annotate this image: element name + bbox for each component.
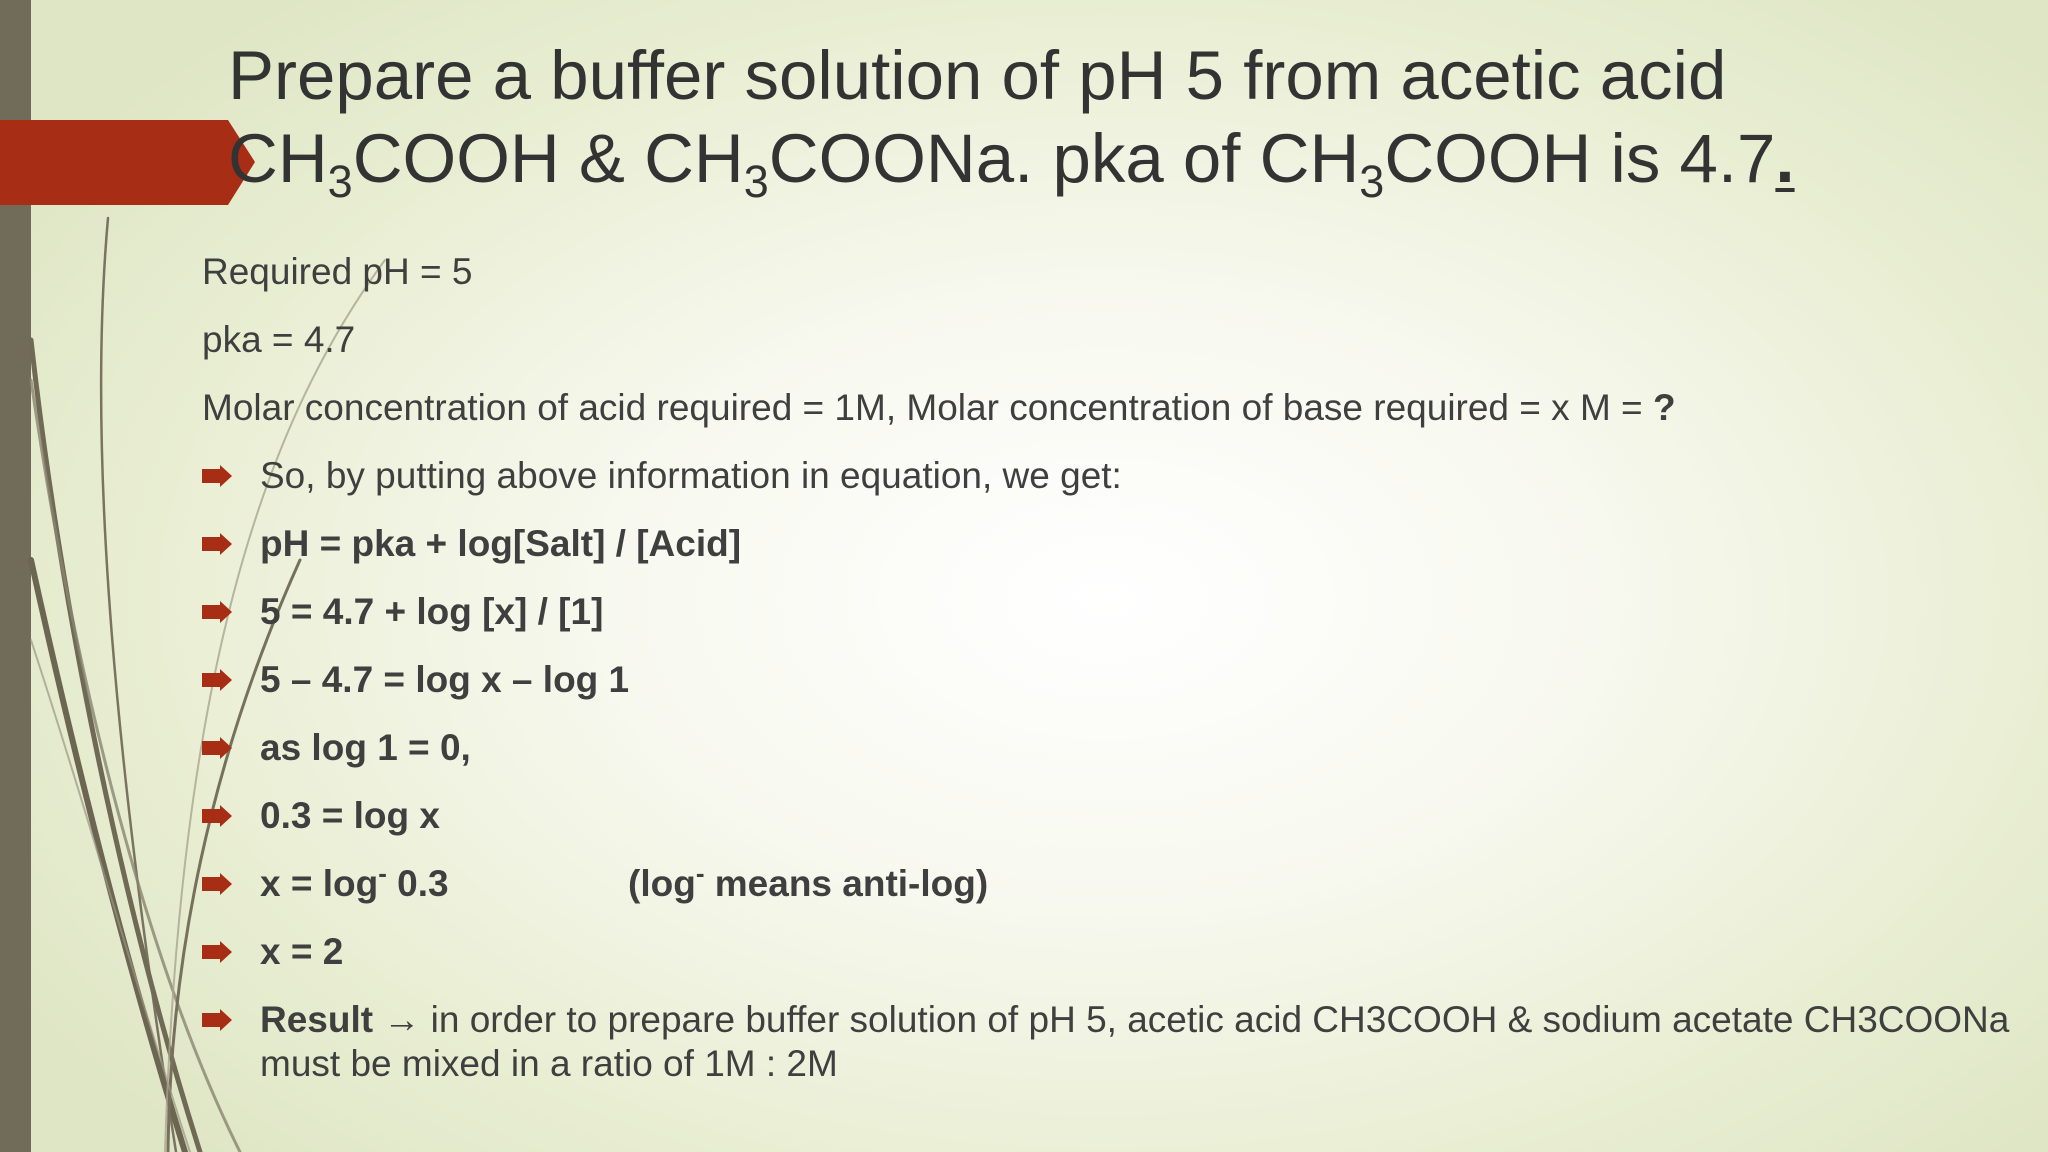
bullet-text: 0.3 = log x (260, 795, 440, 836)
result-label: Result (260, 999, 374, 1040)
bullet-text: x = log- 0.3 (260, 858, 449, 904)
arrow-bullet-icon (202, 601, 232, 623)
bullet-text: 5 = 4.7 + log [x] / [1] (260, 591, 604, 632)
result-text: Result → in order to prepare buffer solution of pH 5, acetic acid CH3COOH & sodium acetate CH3COONa must be mixed in a ratio of 1M : 2M (260, 999, 2010, 1084)
arrow-bullet-icon (202, 1009, 232, 1031)
title-line-2: $CH_3COOH$ & $CH_3COONa$. pka of $CH_3COOH$ is 4.7. (228, 120, 1795, 207)
slide-title (228, 34, 2038, 207)
arrow-bullet-icon (202, 805, 232, 827)
required-ph-text: Required pH = 5 (202, 251, 473, 292)
arrow-bullet-icon (202, 465, 232, 487)
bullet-text: as log 1 = 0, (260, 727, 471, 768)
title-line-1: Prepare a buffer solution of pH 5 from acetic acid (228, 37, 1727, 114)
arrow-bullet-icon (202, 873, 232, 895)
pka-text: pka = 4.7 (202, 319, 356, 360)
bullet-text: x = 2 (260, 931, 344, 972)
arrow-bullet-icon (202, 941, 232, 963)
result-bullet-item (202, 998, 2048, 1090)
bullet-text: 5 – 4.7 = log x – log 1 (260, 659, 630, 700)
molar-concentration-text: Molar concentration of acid required = 1M, Molar concentration of base required = x M = ? (202, 387, 1676, 428)
arrow-bullet-icon (202, 737, 232, 759)
arrow-bullet-icon (202, 533, 232, 555)
anti-log-note: (log- means anti-log) (628, 858, 989, 904)
bullet-text: pH = pka + log[Salt] / [Acid] (260, 523, 742, 564)
arrow-bullet-icon (202, 669, 232, 691)
accent-tab (0, 120, 255, 205)
bullet-text: So, by putting above information in equation, we get: (260, 455, 1122, 496)
